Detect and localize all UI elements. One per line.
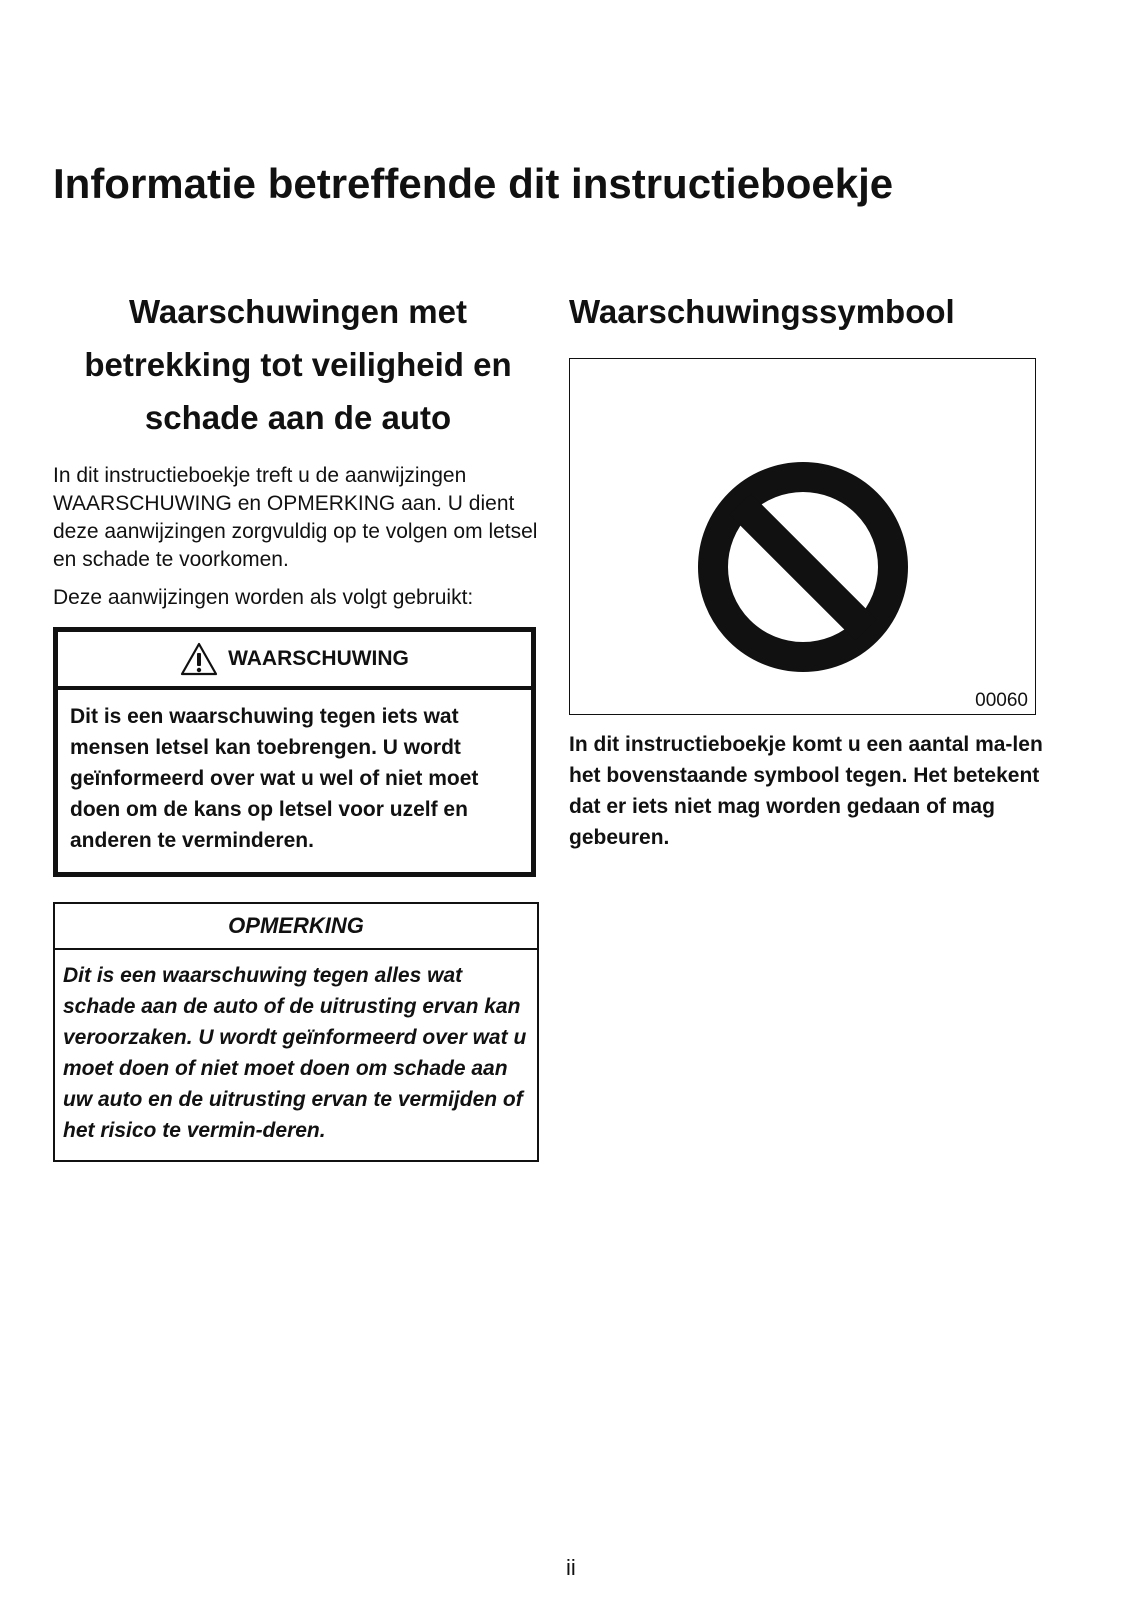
- page-number: ii: [566, 1555, 576, 1580]
- symbol-figure: [569, 358, 1036, 715]
- prohibition-icon: [696, 460, 910, 674]
- warning-box-header: [58, 632, 531, 690]
- note-box: [53, 902, 539, 1162]
- page-title: Informatie betreffende dit instructieboekje: [53, 160, 894, 207]
- intro-paragraph: In dit instructieboekje treft u de aanwijzingen WAARSCHUWING en OPMERKING aan. U dient deze aanwijzingen zorgvuldig op te volgen om letsel en schade te voorkomen.: [53, 464, 538, 571]
- safety-warnings-heading: [53, 285, 543, 444]
- warning-triangle-icon: [180, 642, 218, 676]
- heading-line: betrekking tot veiligheid en: [84, 346, 512, 383]
- warning-body: Dit is een waarschuwing tegen iets wat mensen letsel kan toebrengen. U wordt geïnformeerd over wat u wel of niet moet doen om de kans op letsel voor uzelf en anderen te verminderen.: [70, 705, 479, 852]
- note-body: Dit is een waarschuwing tegen alles wat schade aan de auto of de uitrusting ervan kan veroorzaken. U wordt geïnformeerd over wat u moet doen of niet moet doen om schade aan uw auto en de uitrusting ervan te vermijden of het risico te vermin-deren.: [63, 964, 527, 1142]
- left-column: [53, 285, 543, 1162]
- note-label: OPMERKING: [55, 904, 537, 950]
- right-column: [569, 285, 1059, 853]
- figure-id: 00060: [975, 690, 1028, 711]
- warning-symbol-heading: Waarschuwingssymbool: [569, 293, 955, 330]
- warning-box: [53, 627, 536, 877]
- heading-line: Waarschuwingen met: [128, 293, 467, 330]
- symbol-description: In dit instructieboekje komt u een aantal ma-len het bovenstaande symbool tegen. Het betekent dat er iets niet mag worden gedaan of mag gebeuren.: [569, 733, 1043, 849]
- warning-label: WAARSCHUWING: [228, 647, 409, 670]
- usage-paragraph: Deze aanwijzingen worden als volgt gebruikt:: [53, 586, 474, 609]
- heading-line: schade aan de auto: [144, 399, 452, 436]
